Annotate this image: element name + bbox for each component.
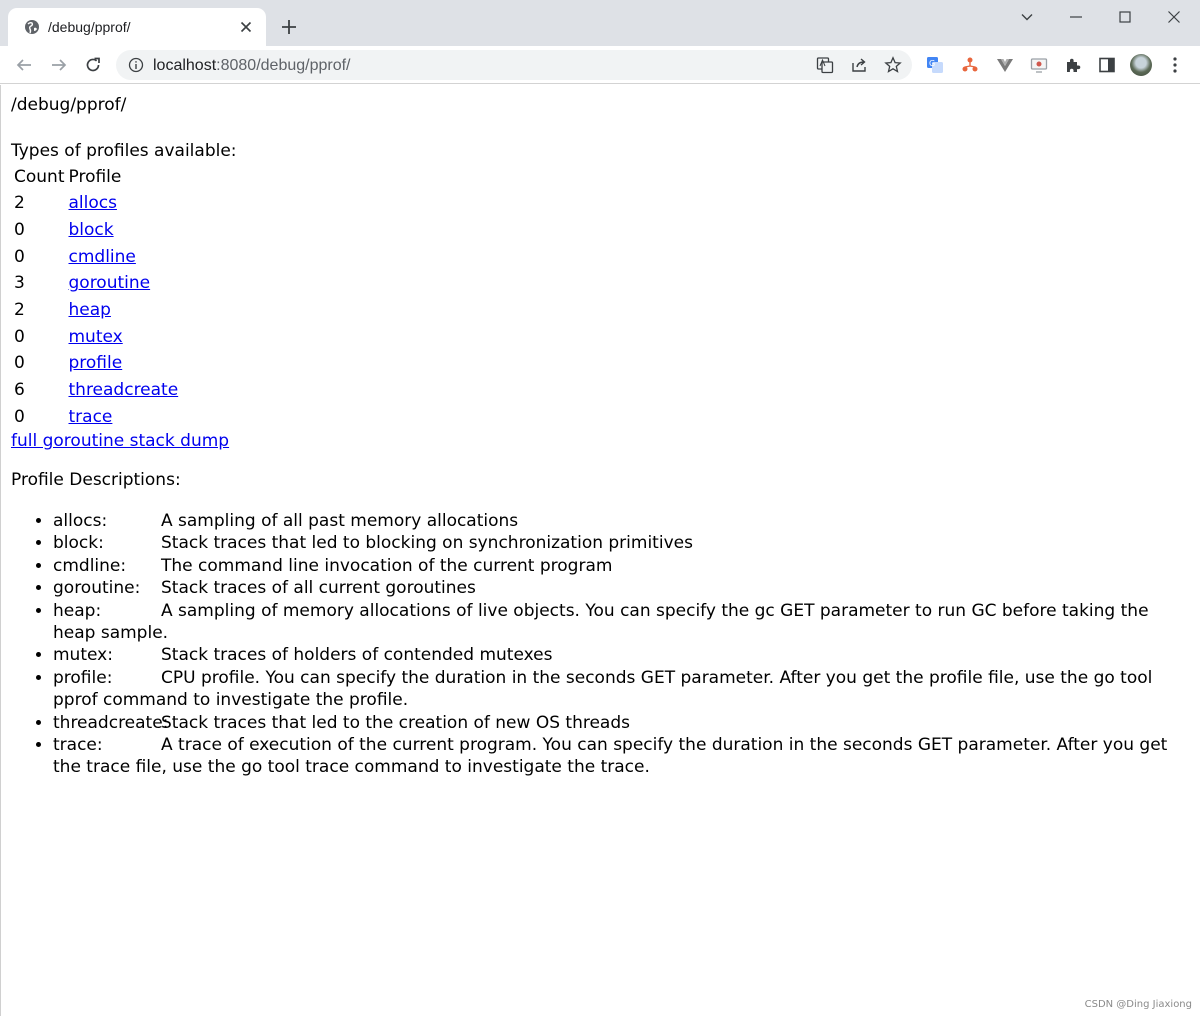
column-header-count: Count [14,167,65,187]
profile-count: 0 [14,353,25,374]
url-text[interactable] [153,57,351,75]
profile-count: 0 [14,246,25,267]
puzzle-icon[interactable] [1064,56,1082,74]
descriptions-heading: Profile Descriptions: [11,470,181,490]
network-extension-icon[interactable] [961,56,979,74]
translate-icon[interactable] [816,56,834,74]
list-item [53,555,1181,577]
profile-link-goroutine[interactable]: goroutine [68,273,151,294]
svg-text:G: G [929,59,936,68]
table-row [13,351,179,376]
descriptions-list [53,510,1181,779]
column-header-profile: Profile [68,167,122,187]
watermark: CSDN @Ding Jiaxiong [1084,999,1192,1010]
description-name: allocs: [53,511,108,531]
browser-toolbar [0,46,1200,84]
browser-tab[interactable] [8,8,266,46]
profiles-table [11,163,181,431]
profile-link-heap[interactable]: heap [68,300,111,321]
profile-link-mutex[interactable]: mutex [68,326,123,347]
maximize-icon[interactable] [1117,9,1133,25]
description-name: mutex: [53,645,113,666]
list-item [53,510,1181,532]
more-vert-icon[interactable] [1170,56,1180,74]
profile-count: 3 [14,273,25,294]
profile-link-allocs[interactable]: allocs [68,193,117,214]
table-row [13,271,179,296]
description-name: trace: [53,735,103,756]
list-item [53,577,1181,599]
list-item [53,600,1181,645]
chevron-down-icon[interactable] [1019,9,1035,25]
list-item [53,667,1181,712]
goroutine-dump-link[interactable]: full goroutine stack dump [11,431,230,451]
table-row [13,405,179,430]
url-host: localhost [153,57,217,74]
description-name: heap: [53,600,102,621]
profile-count: 2 [14,193,25,214]
description-name: goroutine: [53,578,141,599]
types-heading: Types of profiles available: [11,141,237,161]
list-item [53,644,1181,666]
profile-count: 0 [14,220,25,241]
table-row [13,218,179,243]
list-item [53,734,1181,779]
description-name: threadcreate: [53,712,169,733]
description-text: A sampling of all past memory allocations [161,511,519,531]
profile-link-threadcreate[interactable]: threadcreate [68,380,179,401]
profile-avatar[interactable] [1130,54,1152,76]
table-row [13,298,179,323]
description-text: Stack traces of all current goroutines [161,578,476,599]
table-row [13,191,179,216]
minimize-icon[interactable] [1068,9,1084,25]
page-content [0,85,1200,1016]
profile-link-block[interactable]: block [68,220,114,241]
profile-count: 0 [14,326,25,347]
description-text: CPU profile. You can specify the duration in the seconds GET parameter. After you get the profile file, use the go tool pprof command to investigate the profile. [53,667,1153,711]
globe-icon [24,19,40,35]
star-icon[interactable] [884,56,902,74]
url-path: :8080/debug/pprof/ [216,57,351,74]
forward-arrow-icon[interactable] [50,56,68,74]
description-text: Stack traces that led to the creation of new OS threads [161,712,630,733]
vue-devtools-icon[interactable] [996,56,1014,74]
address-bar[interactable] [116,50,912,80]
list-item [53,532,1181,554]
profile-link-cmdline[interactable]: cmdline [68,246,136,267]
reload-icon[interactable] [84,56,102,74]
plus-icon[interactable] [280,18,298,36]
close-icon[interactable] [238,19,254,35]
description-text: The command line invocation of the current program [161,555,613,576]
close-window-icon[interactable] [1166,9,1182,25]
info-icon[interactable] [128,57,144,73]
profile-count: 2 [14,300,25,321]
description-text: A trace of execution of the current program. You can specify the duration in the seconds GET parameter. After you get the trace file, use the go tool trace command to investigate the trace. [53,735,1168,778]
table-row [13,244,179,269]
profile-link-profile[interactable]: profile [68,353,123,374]
description-text: A sampling of memory allocations of live objects. You can specify the gc GET parameter to run GC before taking the heap sample. [53,600,1149,644]
screen-capture-icon[interactable] [1030,56,1048,74]
description-name: profile: [53,667,113,688]
tab-title: /debug/pprof/ [48,19,131,35]
translate-extension-icon[interactable] [926,56,944,74]
share-icon[interactable] [850,56,868,74]
profile-count: 0 [14,406,25,427]
description-name: cmdline: [53,555,127,576]
description-text: Stack traces that led to blocking on synchronization primitives [161,533,693,554]
back-arrow-icon[interactable] [15,56,33,74]
profile-count: 6 [14,380,25,401]
description-name: block: [53,533,104,554]
description-text: Stack traces of holders of contended mutexes [161,645,553,666]
list-item [53,712,1181,734]
table-row [13,378,179,403]
side-panel-icon[interactable] [1098,56,1116,74]
page-title: /debug/pprof/ [11,95,127,115]
tab-strip [0,0,1200,46]
profile-link-trace[interactable]: trace [68,406,113,427]
table-row [13,324,179,349]
